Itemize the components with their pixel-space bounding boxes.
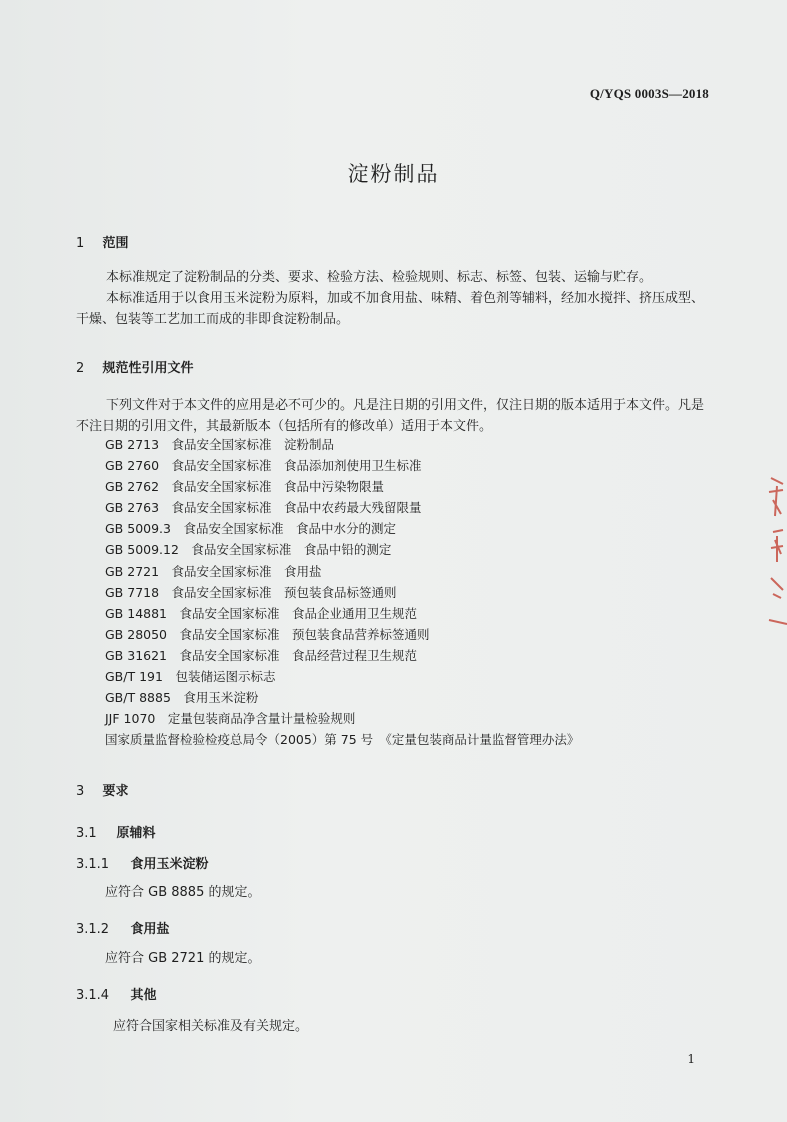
page-number: 1	[687, 1052, 695, 1066]
reference-item: GB/T 8885 食用玉米淀粉	[105, 690, 259, 706]
scope-paragraph-2: 本标准适用于以食用玉米淀粉为原料，加或不加食用盐、味精、着色剂等辅料，经加水搅拌、挤压成型、干燥、包装等工艺加工而成的非即食淀粉制品。	[76, 291, 705, 327]
reference-item: GB 31621 食品安全国家标准 食品经营过程卫生规范	[105, 647, 418, 663]
section-number: 3	[76, 784, 85, 799]
section-1-heading	[76, 232, 129, 251]
section-3-1-4-heading	[76, 984, 157, 1003]
section-3-heading	[76, 780, 129, 799]
section-2-heading	[76, 357, 194, 376]
reference-item: GB 14881 食品安全国家标准 食品企业通用卫生规范	[105, 605, 418, 621]
section-number: 3.1	[76, 826, 97, 841]
reference-list	[105, 434, 579, 750]
reference-item: GB 28050 食品安全国家标准 预包装食品营养标签通则	[105, 626, 430, 642]
section-number: 3.1.4	[76, 988, 110, 1003]
reference-item: GB/T 191 包装储运图示标志	[105, 669, 276, 685]
reference-item: GB 2762 食品安全国家标准 食品中污染物限量	[105, 479, 385, 495]
reference-item: GB 2763 食品安全国家标准 食品中农药最大残留限量	[105, 500, 422, 516]
section-title: 范围	[102, 236, 129, 251]
section-number: 3.1.2	[76, 922, 110, 937]
section-title: 要求	[102, 784, 129, 799]
requirement-text: 应符合国家相关标准及有关规定。	[113, 1019, 309, 1034]
section-3-1-1-heading	[76, 853, 209, 872]
section-3-1-2-heading	[76, 918, 170, 937]
requirement-text: 应符合 GB 2721 的规定。	[105, 951, 261, 966]
section-title: 食用盐	[130, 922, 170, 937]
document-code: Q/YQS 0003S—2018	[589, 86, 709, 101]
reference-item: JJF 1070 定量包装商品净含量计量检验规则	[105, 711, 356, 727]
reference-item: GB 2713 食品安全国家标准 淀粉制品	[105, 437, 335, 452]
section-number: 3.1.1	[76, 857, 110, 872]
reference-item: GB 2721 食品安全国家标准 食用盐	[105, 563, 322, 579]
reference-item: GB 7718 食品安全国家标准 预包装食品标签通则	[105, 584, 397, 600]
section-number: 2	[76, 361, 85, 376]
requirement-text: 应符合 GB 8885 的规定。	[105, 885, 261, 900]
reference-item: GB 5009.3 食品安全国家标准 食品中水分的测定	[105, 521, 396, 537]
section-number: 1	[76, 236, 85, 251]
section-3-1-heading	[76, 822, 156, 841]
section-title: 规范性引用文件	[102, 361, 194, 376]
document-title: 淀粉制品	[347, 162, 440, 186]
section-title: 其他	[130, 988, 157, 1003]
seal-stamp	[765, 470, 787, 640]
reference-item: 国家质量监督检验检疫总局令（2005）第 75 号 《定量包装商品计量监督管理办法》	[105, 732, 580, 748]
references-intro: 下列文件对于本文件的应用是必不可少的。凡是注日期的引用文件，仅注日期的版本适用于本文件。凡是不注日期的引用文件，其最新版本（包括所有的修改单）适用于本文件。	[76, 398, 705, 434]
section-title: 食用玉米淀粉	[130, 857, 209, 872]
section-title: 原辅料	[116, 826, 156, 841]
reference-item: GB 2760 食品安全国家标准 食品添加剂使用卫生标准	[105, 458, 422, 474]
scope-paragraph-1: 本标准规定了淀粉制品的分类、要求、检验方法、检验规则、标志、标签、包装、运输与贮存。	[106, 270, 653, 285]
reference-item: GB 5009.12 食品安全国家标准 食品中铅的测定	[105, 542, 392, 558]
